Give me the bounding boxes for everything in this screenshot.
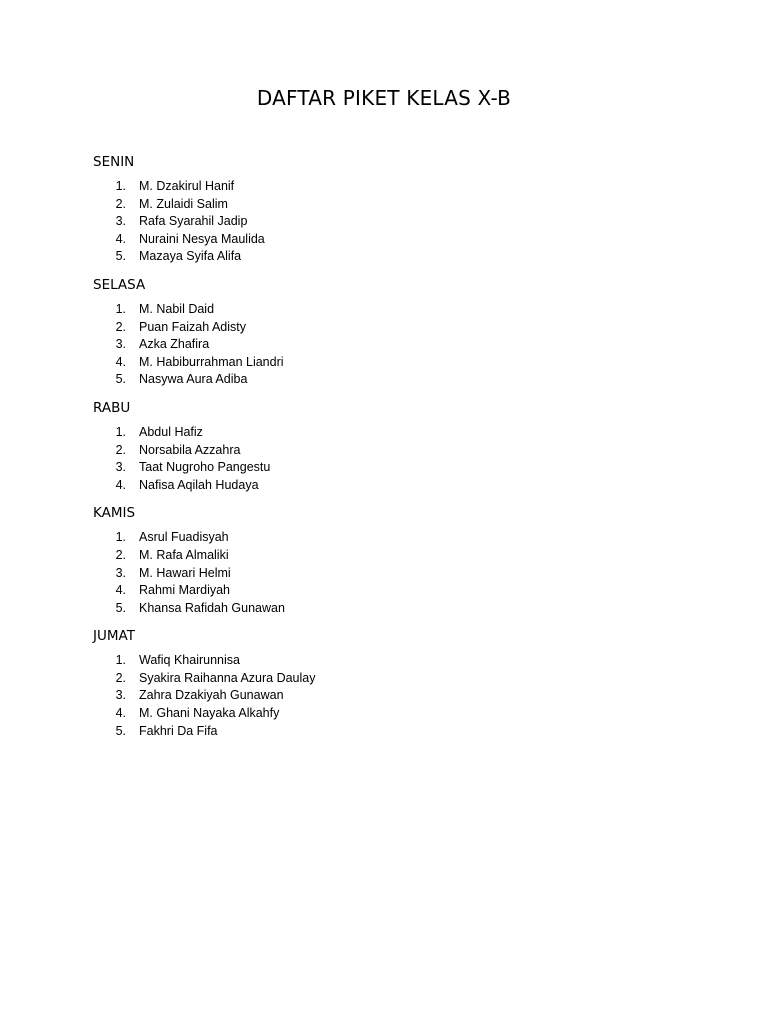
day-section-kamis [93, 503, 693, 617]
list-item [93, 336, 693, 354]
member-list [93, 529, 693, 617]
item-number: 1. [115, 179, 126, 193]
member-name: Norsabila Azzahra [139, 442, 241, 457]
day-section-selasa [93, 275, 693, 389]
list-item [93, 354, 693, 372]
list-item [93, 459, 693, 477]
member-list [93, 424, 693, 494]
list-item [93, 723, 693, 741]
member-name: M. Zulaidi Salim [139, 196, 228, 211]
document-title: DAFTAR PIKET KELAS X-B [256, 86, 512, 110]
list-item [93, 424, 693, 442]
item-number: 3. [115, 337, 126, 352]
member-name: Khansa Rafidah Gunawan [139, 600, 285, 615]
day-heading: SENIN [93, 154, 135, 170]
member-name: M. Dzakirul Hanif [139, 179, 235, 193]
list-item [93, 670, 693, 688]
list-item [93, 547, 693, 565]
member-list [93, 652, 693, 740]
item-number: 3. [115, 565, 126, 580]
list-item [93, 442, 693, 460]
list-item [93, 582, 693, 600]
list-item [93, 477, 693, 495]
list-item [93, 565, 693, 583]
schedule-content [93, 152, 693, 749]
item-number: 4. [115, 354, 126, 369]
member-name: Nafisa Aqilah Hudaya [139, 477, 259, 492]
item-number: 2. [115, 442, 126, 457]
item-number: 1. [115, 424, 126, 439]
item-number: 4. [115, 477, 126, 492]
member-name: M. Rafa Almaliki [139, 547, 229, 562]
member-name: M. Ghani Nayaka Alkahfy [139, 706, 280, 721]
member-name: M. Habiburrahman Liandri [139, 354, 284, 369]
member-name: Rahmi Mardiyah [139, 583, 231, 598]
item-number: 2. [115, 319, 126, 334]
day-section-rabu [93, 398, 693, 494]
member-name: Wafiq Khairunnisa [139, 653, 240, 668]
list-item [93, 213, 693, 231]
day-heading: SELASA [93, 276, 146, 293]
item-number: 4. [115, 706, 126, 721]
member-name: Abdul Hafiz [139, 424, 203, 439]
member-name: Zahra Dzakiyah Gunawan [139, 688, 284, 703]
item-number: 2. [115, 670, 126, 685]
item-number: 1. [115, 530, 126, 545]
list-item [93, 248, 693, 266]
member-name: Mazaya Syifa Alifa [139, 249, 242, 264]
list-item [93, 196, 693, 214]
day-section-senin [93, 152, 693, 266]
member-name: Syakira Raihanna Azura Daulay [139, 670, 316, 685]
list-item [93, 705, 693, 723]
item-number: 5. [115, 372, 126, 387]
member-name: Puan Faizah Adisty [139, 319, 247, 334]
member-name: Nasywa Aura Adiba [139, 372, 248, 387]
member-name: M. Hawari Helmi [139, 565, 231, 580]
day-heading: RABU [93, 399, 131, 416]
item-number: 3. [115, 460, 126, 475]
item-number: 1. [115, 301, 126, 316]
item-number: 4. [115, 583, 126, 598]
day-heading: JUMAT [93, 628, 135, 645]
member-list [93, 178, 693, 266]
item-number: 4. [115, 231, 126, 246]
day-heading: KAMIS [93, 505, 136, 522]
list-item [93, 529, 693, 547]
item-number: 5. [115, 249, 126, 264]
list-item [93, 301, 693, 319]
member-name: Fakhri Da Fifa [139, 723, 218, 738]
member-name: Rafa Syarahil Jadip [139, 214, 248, 229]
item-number: 5. [115, 600, 126, 615]
list-item [93, 652, 693, 670]
item-number: 3. [115, 214, 126, 229]
item-number: 1. [115, 653, 126, 668]
member-name: Nuraini Nesya Maulida [139, 231, 265, 246]
list-item [93, 687, 693, 705]
member-list [93, 301, 693, 389]
list-item [93, 231, 693, 249]
item-number: 3. [115, 688, 126, 703]
list-item [93, 371, 693, 389]
day-section-jumat [93, 626, 693, 740]
item-number: 2. [115, 547, 126, 562]
item-number: 5. [115, 723, 126, 738]
list-item [93, 319, 693, 337]
list-item [93, 600, 693, 618]
member-name: Asrul Fuadisyah [139, 530, 229, 545]
list-item [93, 178, 693, 196]
member-name: Azka Zhafira [139, 337, 210, 352]
member-name: M. Nabil Daid [139, 301, 215, 316]
member-name: Taat Nugroho Pangestu [139, 460, 271, 475]
item-number: 2. [115, 196, 126, 211]
